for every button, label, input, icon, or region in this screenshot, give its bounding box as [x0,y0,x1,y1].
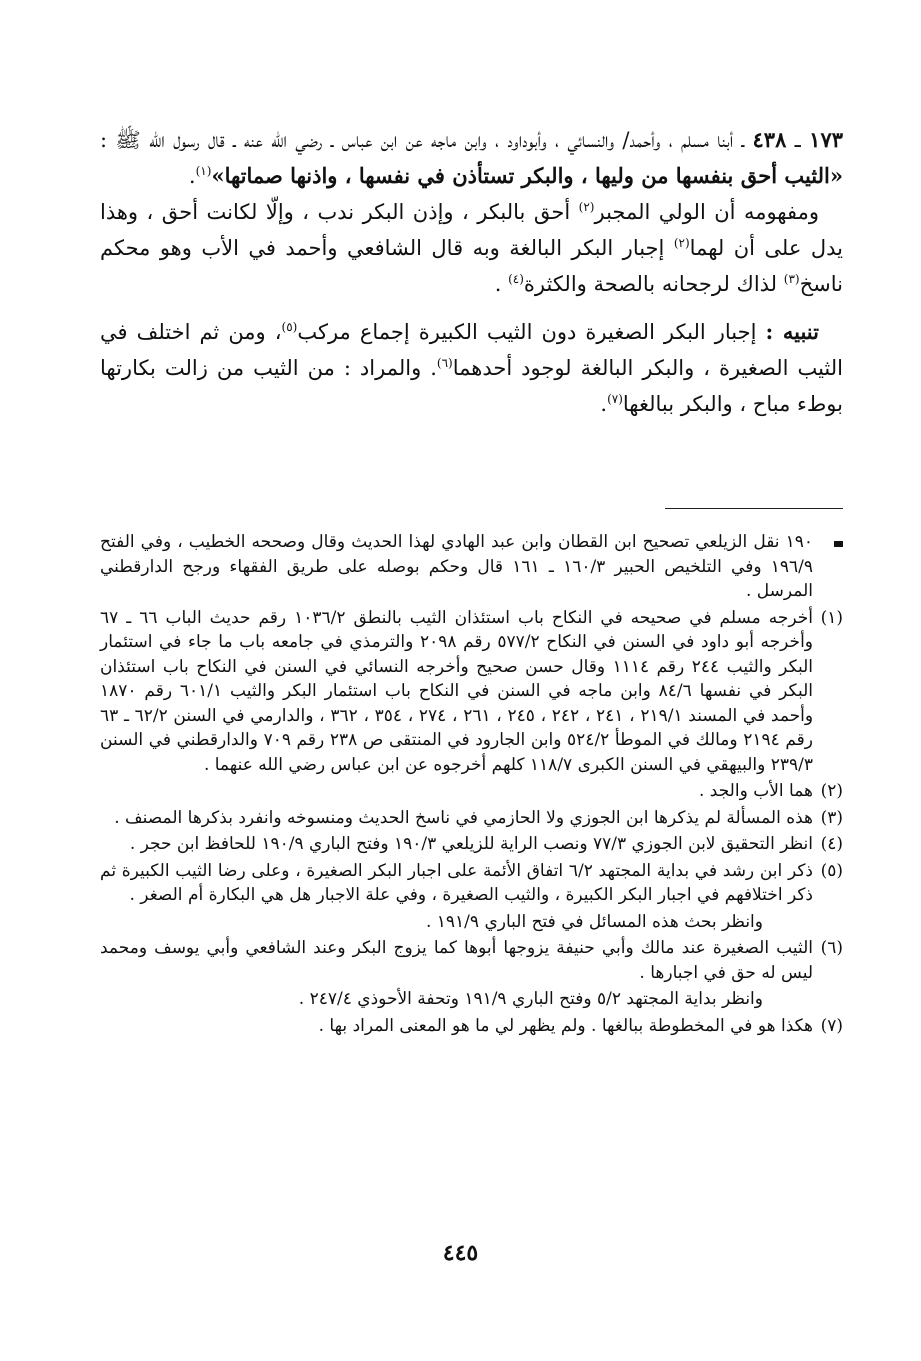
paragraph-text: . [600,392,608,416]
hadith-sources: ـ أبنا مسلم ، وأحمد/ والنسائي ، وأبوداود ، وابن ماجه عن ابن عباس ـ رضي الله عنه ـ قال رسول الله ﷺ : [100,128,745,152]
footnotes [100,530,843,1040]
tanbih-paragraph [100,314,843,422]
footnote-5-extra: وانظر بحث هذه المسائل في فتح الباري ١٩١/٩ . [425,911,763,932]
footnote-ref-7[interactable]: (٧) [607,392,623,406]
main-text [100,122,843,422]
footnote-text: أخرجه مسلم في صحيحه في النكاح باب استئذان الثيب بالنطق ١٠٣٦/٢ رقم حديث الباب ٦٦ ـ ٦٧ وأخرجه أبو داود في السنن في النكاح ٥٧٧/٢ رقم ٢٠٩٨ والترمذي في جامعه باب ما جاء في استئمار البكر والثيب ٢٤٤ رقم ١١١٤ وقال حسن صحيح وأخرجه النسائي في السنن في النكاح باب استئذان البكر في نفسها ٨٤/٦ وابن ماجه في السنن في النكاح باب استئمار البكر والثيب ٦٠١/١ رقم ١٨٧٠ وأحمد في المسند ٢١٩/١ ، ٢٤١ ، ٢٤٢ ، ٢٤٥ ، ٢٦١ ، ٢٧٤ ، ٣٥٤ ، ٣٦٢ ، والدارمي في السنن ٦٢/٢ ـ ٦٣ رقم ٢١٩٤ ومالك في الموطأ ٥٢٤/٢ وابن الجارود في المنتقى ص ٢٣٨ رقم ٧٠٩ والدارقطني في السنن ٢٣٩/٣ والبيهقي في السنن الكبرى ١١٨/٧ كلهم أخرجوه عن ابن عباس رضي الله عنهما . [100,607,814,775]
footnote-ref-2b[interactable]: (٢) [673,236,690,250]
footnote-marker: (٦) [820,938,843,958]
footnote-3 [100,806,843,831]
footnote-5 [100,859,843,908]
footnote-marker: (٢) [820,781,843,801]
footnote-ref-4[interactable]: (٤) [508,272,524,286]
footnote-text: الثيب الصغيرة عند مالك وأبي حنيفة يزوجها أبوها كما يزوج البكر وعند الشافعي وأبي يوسف ومحمد ليس له حق في اجبارها . [100,938,813,983]
footnote-2 [100,779,843,804]
footnote-text: ١٩٠ نقل الزيلعي تصحيح ابن القطان وابن عبد الهادي لهذا الحديث وقال وصححه الخطيب ، وفي الفتح ١٩٦/٩ وفي التلخيص الحبير ١٦٠/٣ ـ ١٦١ قال وحكم بوصله على طريق الفقهاء ورجح الدارقطني المرسل . [100,532,813,601]
footnote-4 [100,832,843,857]
tanbih-label: تنبيه : [765,319,819,344]
footnote-marker: (١) [820,607,843,628]
footnote-ref-1[interactable]: (١) [195,164,212,178]
footnote-divider [665,508,843,509]
footnote-6 [100,936,843,985]
footnote-ref-5[interactable]: (٥) [281,320,298,334]
hadith-quote: «الثيب أحق بنفسها من وليها ، والبكر تستأذن في نفسها ، واذنها صماتها» [211,163,843,188]
footnote-marker: (٣) [820,807,843,828]
footnote-7 [100,1014,843,1039]
footnote-marker: (٥) [820,860,843,881]
footnote-1 [100,606,843,778]
hadith-number: ١٧٣ [809,127,844,152]
footnote-marker: (٤) [820,834,843,854]
footnote-text: ذكر ابن رشد في بداية المجتهد ٦/٢ اتفاق الأئمة على اجبار البكر الصغيرة ، وعلى رضا الثيب الكبيرة ثم ذكر اختلافهم في اجبار البكر الكبيرة ، والثيب الصغيرة ، وفي علة الاجبار هل هي البكارة أم الصغر . [100,860,813,905]
paragraph-text: . [494,272,509,296]
square-bullet-icon [834,541,843,547]
paragraph-meaning [100,194,843,302]
footnote-text: هكذا هو في المخطوطة ببالغها . ولم يظهر لي ما هو المعنى المراد بها . [318,1015,813,1036]
hadith-entry: ١٧٣ ـ ٤٣٨ ـ أبنا مسلم ، وأحمد/ والنسائي ، وأبوداود ، وابن ماجه عن ابن عباس ـ رضي الله عنه ـ قال رسول الله ﷺ : «الثيب أحق بنفسها من وليها ، والبكر تستأذن في نفسها ، واذنها صماتها»$^{(١)}$. [100,127,844,188]
paragraph-text: . والمراد : من الثيب من زالت بكارتها بوطء مباح ، والبكر ببالغها [100,356,843,416]
paragraph-text: أحق بالبكر ، وإذن البكر ندب ، وإلّا لكانت أحق ، وهذا يدل على أن لهما [100,200,843,260]
paragraph-text: إجبار البكر البالغة وبه قال الشافعي وأحمد في الأب وهو محكم ناسخ [100,236,843,296]
footnote-ref-6[interactable]: (٦) [436,356,453,370]
footnote-marker: (٧) [820,1015,843,1036]
footnote-text: انظر التحقيق لابن الجوزي ٧٧/٣ ونصب الراية للزيلعي ١٩٠/٣ وفتح الباري ١٩٠/٩ للحافظ ابن حجر . [129,834,813,854]
hadith-end: . [188,164,196,188]
paragraph-text: لذاك لرجحانه بالصحة والكثرة [523,272,784,296]
paragraph-text: ومفهومه أن الولي المجبر [594,200,819,224]
footnote-star [100,530,843,604]
paragraph-text: ، ومن ثم اختلف في الثيب الصغيرة ، والبكر البالغة لوجود أحدهما [100,320,843,380]
footnote-ref-3[interactable]: (٣) [783,272,800,286]
footnote-6-extra: وانظر بداية المجتهد ٥/٢ وفتح الباري ١٩١/٩ وتحفة الأحوذي ٢٤٧/٤ . [298,989,763,1009]
footnote-marker [813,530,843,604]
footnote-ref-2[interactable]: (٢) [578,200,595,214]
page-number: ٤٤٥ [442,1240,479,1266]
paragraph-text: إجبار البكر الصغيرة دون الثيب الكبيرة إجماع مركب [297,320,766,344]
footnote-text: هذه المسألة لم يذكرها ابن الجوزي ولا الحازمي في ناسخ الحديث ومنسوخه وانفرد بذكرها المصنف . [114,807,813,828]
hadith-ref: ٤٣٨ [752,127,787,152]
footnote-text: هما الأب والجد . [698,781,813,801]
